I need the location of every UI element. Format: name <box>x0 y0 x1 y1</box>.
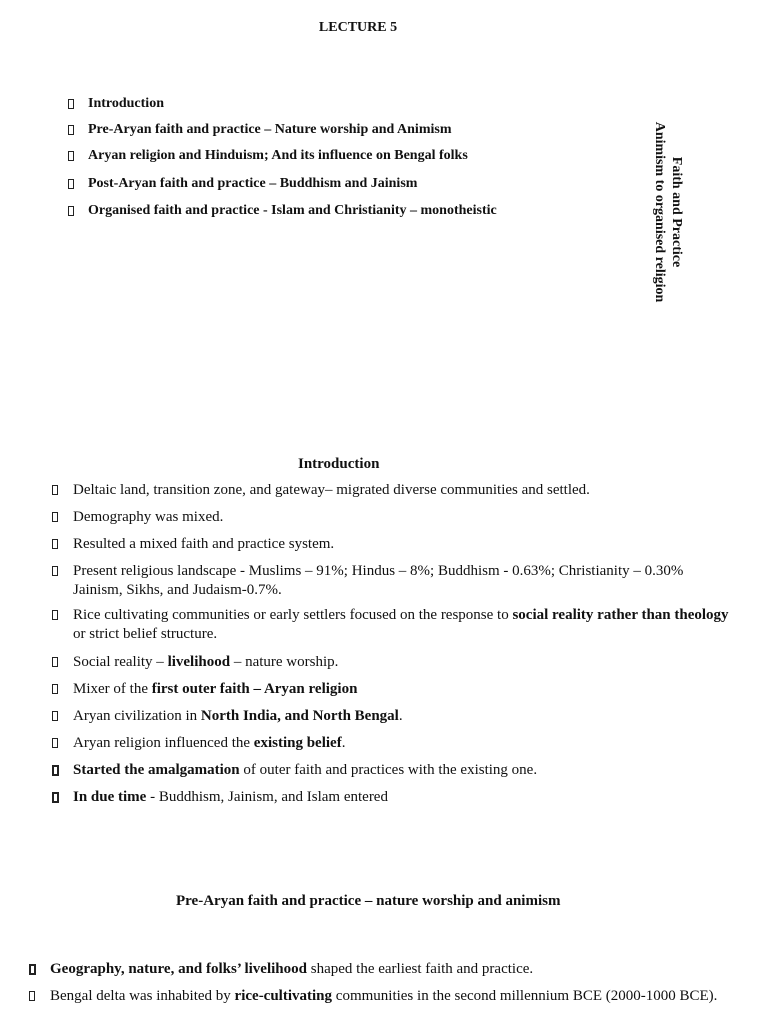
toc-item-label: Introduction <box>88 96 164 111</box>
checkbox-icon <box>52 512 58 522</box>
bold-text: North India, and North Bengal <box>200 708 399 724</box>
text-run: . <box>398 708 403 724</box>
bullet-text <box>73 606 732 644</box>
checkbox-icon <box>52 657 58 667</box>
bullet-text <box>73 707 403 726</box>
checkbox-icon <box>52 610 58 620</box>
checkbox-icon <box>52 711 58 721</box>
bold-text: Started the amalgamation <box>73 762 240 778</box>
text-run: of outer faith and practices with the existing one. <box>239 762 538 778</box>
bullet-text <box>73 653 338 672</box>
checkbox-icon <box>68 99 74 109</box>
text-run: . <box>341 735 346 751</box>
side-title-line1: Faith and Practice <box>669 156 684 268</box>
checkbox-icon <box>52 566 58 576</box>
bullet-text <box>50 960 533 979</box>
toc-item <box>68 203 497 219</box>
checkbox-icon <box>52 765 59 776</box>
checkbox-icon <box>68 151 74 161</box>
checkbox-icon <box>29 964 36 975</box>
page-title: LECTURE 5 <box>318 20 398 35</box>
introduction-heading: Introduction <box>298 456 380 472</box>
text-run: shaped the earliest faith and practice. <box>307 961 534 977</box>
pre-aryan-heading: Pre-Aryan faith and practice – nature worship and animism <box>176 893 561 909</box>
side-title-line2: Animism to organised religion <box>652 121 667 303</box>
bullet-text <box>73 508 223 527</box>
text-run: Demography was mixed. <box>73 509 224 525</box>
checkbox-icon <box>52 792 59 803</box>
text-run: Present religious landscape - Muslims – 91%; Hindus – 8%; Buddhism - 0.63%; Christianity – 0.30% Jainism, Sikhs, and Judaism-0.7%. <box>73 563 684 598</box>
bullet-text <box>73 734 345 753</box>
bullet-text <box>73 788 388 807</box>
text-run: – nature worship. <box>230 654 339 670</box>
toc-item-label: Pre-Aryan faith and practice – Nature worship and Animism <box>88 122 452 137</box>
text-run: - Buddhism, Jainism, and Islam entered <box>146 789 388 805</box>
bullet-text <box>73 481 590 500</box>
text-run: Rice cultivating communities or early settlers focused on the response to <box>73 607 513 623</box>
toc-item-label: Post-Aryan faith and practice – Buddhism and Jainism <box>88 176 418 191</box>
bullet-text <box>73 761 537 780</box>
text-run: communities in the second millennium BCE (2000-1000 BCE). <box>332 988 718 1004</box>
text-run: or strict belief structure. <box>73 626 218 642</box>
bold-text: social reality rather than theology <box>512 607 729 623</box>
toc-item-label: Aryan religion and Hinduism; And its influence on Bengal folks <box>88 148 468 163</box>
bold-text: rice-cultivating <box>234 988 333 1004</box>
text-run: Aryan civilization in <box>73 708 201 724</box>
toc-item <box>68 176 417 192</box>
text-run: Aryan religion influenced the <box>73 735 254 751</box>
bold-text: In due time <box>73 789 147 805</box>
checkbox-icon <box>29 991 35 1001</box>
text-run: Bengal delta was inhabited by <box>50 988 235 1004</box>
text-run: Mixer of the <box>73 681 152 697</box>
checkbox-icon <box>68 125 74 135</box>
checkbox-icon <box>52 684 58 694</box>
toc-item <box>68 96 164 112</box>
bullet-text <box>73 680 357 699</box>
bullet-text <box>73 535 334 554</box>
bold-text: Geography, nature, and folks’ livelihood <box>50 961 307 977</box>
bullet-text <box>73 562 732 600</box>
bold-text: livelihood <box>167 654 231 670</box>
checkbox-icon <box>68 206 74 216</box>
checkbox-icon <box>52 539 58 549</box>
checkbox-icon <box>52 738 58 748</box>
bullet-text <box>50 987 739 1006</box>
checkbox-icon <box>52 485 58 495</box>
toc-item <box>68 122 451 138</box>
toc-item-label: Organised faith and practice - Islam and Christianity – monotheistic <box>88 203 497 218</box>
bold-text: first outer faith – Aryan religion <box>151 681 358 697</box>
bold-text: existing belief <box>253 735 342 751</box>
side-title <box>648 118 688 306</box>
text-run: Resulted a mixed faith and practice system. <box>73 536 335 552</box>
text-run: Deltaic land, transition zone, and gateway– migrated diverse communities and settled. <box>73 482 590 498</box>
checkbox-icon <box>68 179 74 189</box>
text-run: Social reality – <box>73 654 168 670</box>
toc-item <box>68 148 468 164</box>
